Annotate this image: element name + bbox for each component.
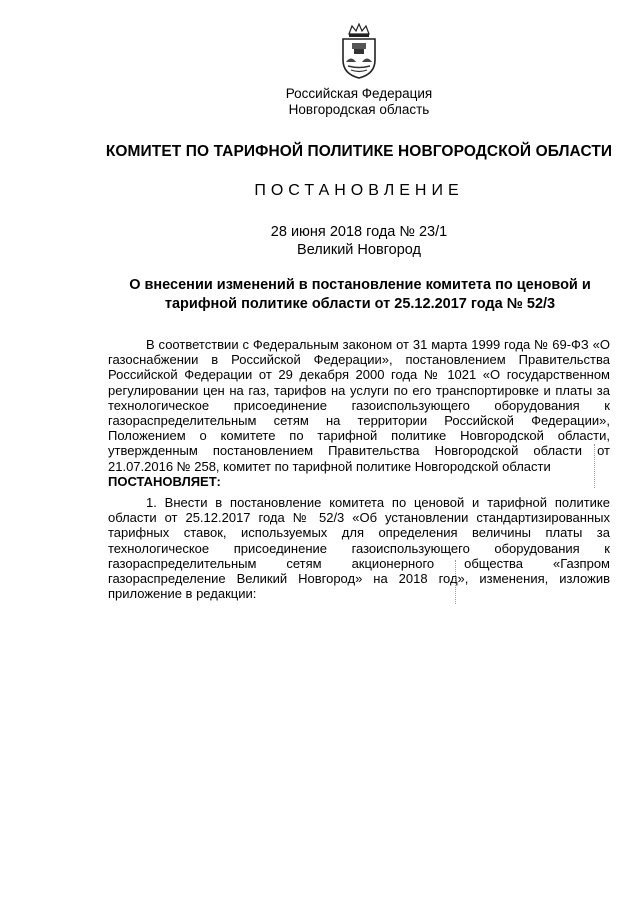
document-subject: О внесении изменений в постановление комитета по ценовой и тарифной политике области от 25.12.2017 года № 52/3 xyxy=(129,277,591,312)
scan-artifact-divider xyxy=(455,560,456,604)
paragraph-item-1: 1. Внести в постановление комитета по ценовой и тарифной политике области от 25.12.2017 года № 52/3 «Об установлении стандартизированных тарифных ставок, используемых для определения величины платы за технологическое присоединение газоиспользующего оборудования к газораспределительным сетям акционерного общества «Газпром газораспределение Великий Новгород» на 2018 год», изменения, изложив приложение в редакции: xyxy=(108,495,610,602)
scan-artifact-divider xyxy=(594,444,595,488)
paragraph-preamble: В соответствии с Федеральным законом от 31 марта 1999 года № 69-ФЗ «О газоснабжении в Российской Федерации», постановлением Правительства Российской Федерации от 29 декабря 2000 года № 1021 «О государственном регулировании цен на газ, тарифов на услуги по его транспортировке и платы за технологическое присоединение газоиспользующего оборудования к газораспределительным сетям на территории Российской Федерации», Положением о комитете по тарифной политике Новгородской области, утвержденным постановлением Правительства Новгородской области от 21.07.2016 № 258, комитет по тарифной политике Новгородской области xyxy=(108,337,610,474)
country-name: Российская Федерация xyxy=(285,86,433,101)
resolves-heading: ПОСТАНОВЛЯЕТ: xyxy=(108,474,221,489)
date-number: 28 июня 2018 года № 23/1 xyxy=(270,224,448,240)
city: Великий Новгород xyxy=(297,242,421,258)
document-type: ПОСТАНОВЛЕНИЕ xyxy=(254,182,464,199)
committee-title: КОМИТЕТ ПО ТАРИФНОЙ ПОЛИТИКЕ НОВГОРОДСКОЙ ОБЛАСТИ xyxy=(105,143,613,160)
region-name: Новгородская область xyxy=(288,102,430,117)
novgorod-coat-of-arms-icon xyxy=(337,22,381,80)
